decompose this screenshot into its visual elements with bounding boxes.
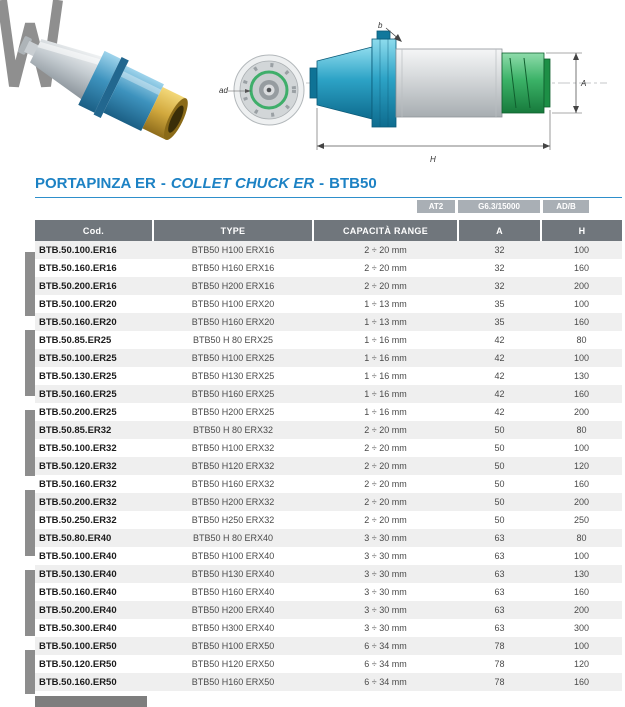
h-cell: 80 <box>541 529 622 547</box>
table-row <box>35 529 622 547</box>
table-row <box>35 313 622 331</box>
a-cell: 63 <box>458 565 541 583</box>
h-cell: 100 <box>541 349 622 367</box>
a-cell: 42 <box>458 349 541 367</box>
table-row <box>35 655 622 673</box>
h-cell: 80 <box>541 331 622 349</box>
title-main: PORTAPINZA ER <box>35 175 156 192</box>
range-cell: 6 ÷ 34 mm <box>313 637 458 655</box>
a-cell: 78 <box>458 673 541 691</box>
type-cell: BTB50 H120 ERX32 <box>153 457 313 475</box>
h-cell: 200 <box>541 601 622 619</box>
table-row <box>35 511 622 529</box>
cod-cell: BTB.50.130.ER40 <box>35 565 153 583</box>
badge-adb: AD/B <box>543 200 589 213</box>
h-cell: 100 <box>541 637 622 655</box>
range-cell: 6 ÷ 34 mm <box>313 655 458 673</box>
table-row <box>35 637 622 655</box>
type-cell: BTB50 H100 ERX32 <box>153 439 313 457</box>
header-capacity-range: CAPACITÀ RANGE <box>313 220 458 241</box>
table-row <box>35 385 622 403</box>
page-title <box>35 175 622 198</box>
h-cell: 200 <box>541 493 622 511</box>
table-row <box>35 367 622 385</box>
table-row <box>35 421 622 439</box>
h-cell: 160 <box>541 313 622 331</box>
h-cell: 100 <box>541 547 622 565</box>
range-cell: 2 ÷ 20 mm <box>313 439 458 457</box>
cod-cell: BTB.50.130.ER25 <box>35 367 153 385</box>
h-cell: 100 <box>541 241 622 259</box>
a-cell: 63 <box>458 547 541 565</box>
header-a: A <box>458 220 541 241</box>
h-cell: 120 <box>541 655 622 673</box>
spec-table-body <box>35 241 622 691</box>
collet-chuck-photo <box>4 8 209 160</box>
cod-cell: BTB.50.85.ER25 <box>35 331 153 349</box>
cod-cell: BTB.50.250.ER32 <box>35 511 153 529</box>
h-cell: 160 <box>541 385 622 403</box>
a-cell: 63 <box>458 601 541 619</box>
h-cell: 200 <box>541 277 622 295</box>
cod-cell: BTB.50.160.ER20 <box>35 313 153 331</box>
type-cell: BTB50 H200 ERX32 <box>153 493 313 511</box>
table-row <box>35 457 622 475</box>
h-cell: 250 <box>541 511 622 529</box>
table-row <box>35 349 622 367</box>
title-model: BTB50 <box>329 175 377 192</box>
cod-cell: BTB.50.100.ER32 <box>35 439 153 457</box>
dim-label-a: A <box>581 79 587 88</box>
spec-table <box>35 220 622 691</box>
type-cell: BTB50 H200 ERX25 <box>153 403 313 421</box>
type-cell: BTB50 H200 ERX16 <box>153 277 313 295</box>
cod-cell: BTB.50.100.ER20 <box>35 295 153 313</box>
dim-label-b: b <box>378 21 383 30</box>
h-cell: 300 <box>541 619 622 637</box>
header-cod: Cod. <box>35 220 153 241</box>
type-cell: BTB50 H200 ERX40 <box>153 601 313 619</box>
type-cell: BTB50 H160 ERX20 <box>153 313 313 331</box>
h-cell: 160 <box>541 673 622 691</box>
cod-cell: BTB.50.100.ER16 <box>35 241 153 259</box>
a-cell: 32 <box>458 241 541 259</box>
range-cell: 1 ÷ 16 mm <box>313 385 458 403</box>
range-cell: 1 ÷ 16 mm <box>313 349 458 367</box>
type-cell: BTB50 H250 ERX32 <box>153 511 313 529</box>
a-cell: 63 <box>458 529 541 547</box>
a-cell: 32 <box>458 259 541 277</box>
watermark-fragment <box>25 570 35 636</box>
header-type: TYPE <box>153 220 313 241</box>
range-cell: 3 ÷ 30 mm <box>313 565 458 583</box>
h-cell: 120 <box>541 457 622 475</box>
h-cell: 160 <box>541 259 622 277</box>
cod-cell: BTB.50.200.ER16 <box>35 277 153 295</box>
collet-chuck-front-view <box>218 50 313 135</box>
table-row <box>35 601 622 619</box>
type-cell: BTB50 H120 ERX50 <box>153 655 313 673</box>
type-cell: BTB50 H130 ERX40 <box>153 565 313 583</box>
a-cell: 50 <box>458 457 541 475</box>
range-cell: 2 ÷ 20 mm <box>313 475 458 493</box>
type-cell: BTB50 H100 ERX50 <box>153 637 313 655</box>
range-cell: 1 ÷ 16 mm <box>313 403 458 421</box>
type-cell: BTB50 H130 ERX25 <box>153 367 313 385</box>
h-cell: 100 <box>541 295 622 313</box>
dim-label-h: H <box>430 155 436 164</box>
cod-cell: BTB.50.300.ER40 <box>35 619 153 637</box>
a-cell: 50 <box>458 421 541 439</box>
badge-at: AT2 <box>417 200 455 213</box>
h-cell: 100 <box>541 439 622 457</box>
table-row <box>35 565 622 583</box>
a-cell: 35 <box>458 295 541 313</box>
table-row <box>35 547 622 565</box>
a-cell: 50 <box>458 475 541 493</box>
technical-drawing <box>302 16 622 168</box>
watermark-fragment <box>25 330 35 396</box>
type-cell: BTB50 H160 ERX32 <box>153 475 313 493</box>
table-header-row <box>35 220 622 241</box>
a-cell: 50 <box>458 511 541 529</box>
cod-cell: BTB.50.160.ER40 <box>35 583 153 601</box>
title-separator: - <box>160 175 166 192</box>
table-row <box>35 295 622 313</box>
cod-cell: BTB.50.80.ER40 <box>35 529 153 547</box>
header-h: H <box>541 220 622 241</box>
cod-cell: BTB.50.120.ER32 <box>35 457 153 475</box>
cod-cell: BTB.50.100.ER50 <box>35 637 153 655</box>
range-cell: 1 ÷ 13 mm <box>313 313 458 331</box>
h-cell: 130 <box>541 565 622 583</box>
range-cell: 3 ÷ 30 mm <box>313 583 458 601</box>
table-row <box>35 493 622 511</box>
a-cell: 42 <box>458 403 541 421</box>
range-cell: 1 ÷ 16 mm <box>313 331 458 349</box>
range-cell: 2 ÷ 20 mm <box>313 421 458 439</box>
cod-cell: BTB.50.160.ER16 <box>35 259 153 277</box>
type-cell: BTB50 H160 ERX16 <box>153 259 313 277</box>
a-cell: 50 <box>458 493 541 511</box>
h-cell: 200 <box>541 403 622 421</box>
table-row <box>35 277 622 295</box>
type-cell: BTB50 H 80 ERX40 <box>153 529 313 547</box>
watermark-fragment <box>25 490 35 556</box>
table-row <box>35 331 622 349</box>
a-cell: 63 <box>458 619 541 637</box>
cod-cell: BTB.50.160.ER25 <box>35 385 153 403</box>
table-row <box>35 475 622 493</box>
range-cell: 2 ÷ 20 mm <box>313 457 458 475</box>
table-row <box>35 259 622 277</box>
a-cell: 42 <box>458 367 541 385</box>
cod-cell: BTB.50.160.ER32 <box>35 475 153 493</box>
badge-balancing: G6.3/15000 <box>458 200 540 213</box>
range-cell: 1 ÷ 13 mm <box>313 295 458 313</box>
h-cell: 160 <box>541 583 622 601</box>
a-cell: 42 <box>458 385 541 403</box>
cod-cell: BTB.50.200.ER40 <box>35 601 153 619</box>
watermark-fragment <box>35 696 147 707</box>
table-row <box>35 439 622 457</box>
type-cell: BTB50 H 80 ERX25 <box>153 331 313 349</box>
watermark-fragment <box>25 410 35 476</box>
table-row <box>35 241 622 259</box>
range-cell: 6 ÷ 34 mm <box>313 673 458 691</box>
type-cell: BTB50 H100 ERX40 <box>153 547 313 565</box>
type-cell: BTB50 H100 ERX20 <box>153 295 313 313</box>
h-cell: 130 <box>541 367 622 385</box>
watermark-fragment <box>25 252 35 316</box>
a-cell: 35 <box>458 313 541 331</box>
type-cell: BTB50 H160 ERX40 <box>153 583 313 601</box>
h-cell: 80 <box>541 421 622 439</box>
range-cell: 2 ÷ 20 mm <box>313 277 458 295</box>
table-row <box>35 403 622 421</box>
range-cell: 2 ÷ 20 mm <box>313 241 458 259</box>
type-cell: BTB50 H160 ERX50 <box>153 673 313 691</box>
table-row <box>35 619 622 637</box>
a-cell: 63 <box>458 583 541 601</box>
range-cell: 3 ÷ 30 mm <box>313 547 458 565</box>
range-cell: 3 ÷ 30 mm <box>313 601 458 619</box>
type-cell: BTB50 H 80 ERX32 <box>153 421 313 439</box>
watermark-fragment <box>25 650 35 694</box>
cod-cell: BTB.50.200.ER32 <box>35 493 153 511</box>
range-cell: 3 ÷ 30 mm <box>313 619 458 637</box>
dim-label-ad: ad <box>219 86 228 95</box>
range-cell: 2 ÷ 20 mm <box>313 259 458 277</box>
cod-cell: BTB.50.120.ER50 <box>35 655 153 673</box>
title-separator: - <box>319 175 325 192</box>
range-cell: 1 ÷ 16 mm <box>313 367 458 385</box>
spec-badges <box>35 200 589 213</box>
range-cell: 3 ÷ 30 mm <box>313 529 458 547</box>
cod-cell: BTB.50.100.ER25 <box>35 349 153 367</box>
cod-cell: BTB.50.160.ER50 <box>35 673 153 691</box>
cod-cell: BTB.50.85.ER32 <box>35 421 153 439</box>
type-cell: BTB50 H100 ERX16 <box>153 241 313 259</box>
a-cell: 78 <box>458 655 541 673</box>
type-cell: BTB50 H100 ERX25 <box>153 349 313 367</box>
table-row <box>35 673 622 691</box>
a-cell: 32 <box>458 277 541 295</box>
range-cell: 2 ÷ 20 mm <box>313 493 458 511</box>
a-cell: 78 <box>458 637 541 655</box>
range-cell: 2 ÷ 20 mm <box>313 511 458 529</box>
type-cell: BTB50 H300 ERX40 <box>153 619 313 637</box>
title-translation: COLLET CHUCK ER <box>170 175 315 192</box>
table-row <box>35 583 622 601</box>
cod-cell: BTB.50.100.ER40 <box>35 547 153 565</box>
a-cell: 42 <box>458 331 541 349</box>
cod-cell: BTB.50.200.ER25 <box>35 403 153 421</box>
type-cell: BTB50 H160 ERX25 <box>153 385 313 403</box>
h-cell: 160 <box>541 475 622 493</box>
a-cell: 50 <box>458 439 541 457</box>
